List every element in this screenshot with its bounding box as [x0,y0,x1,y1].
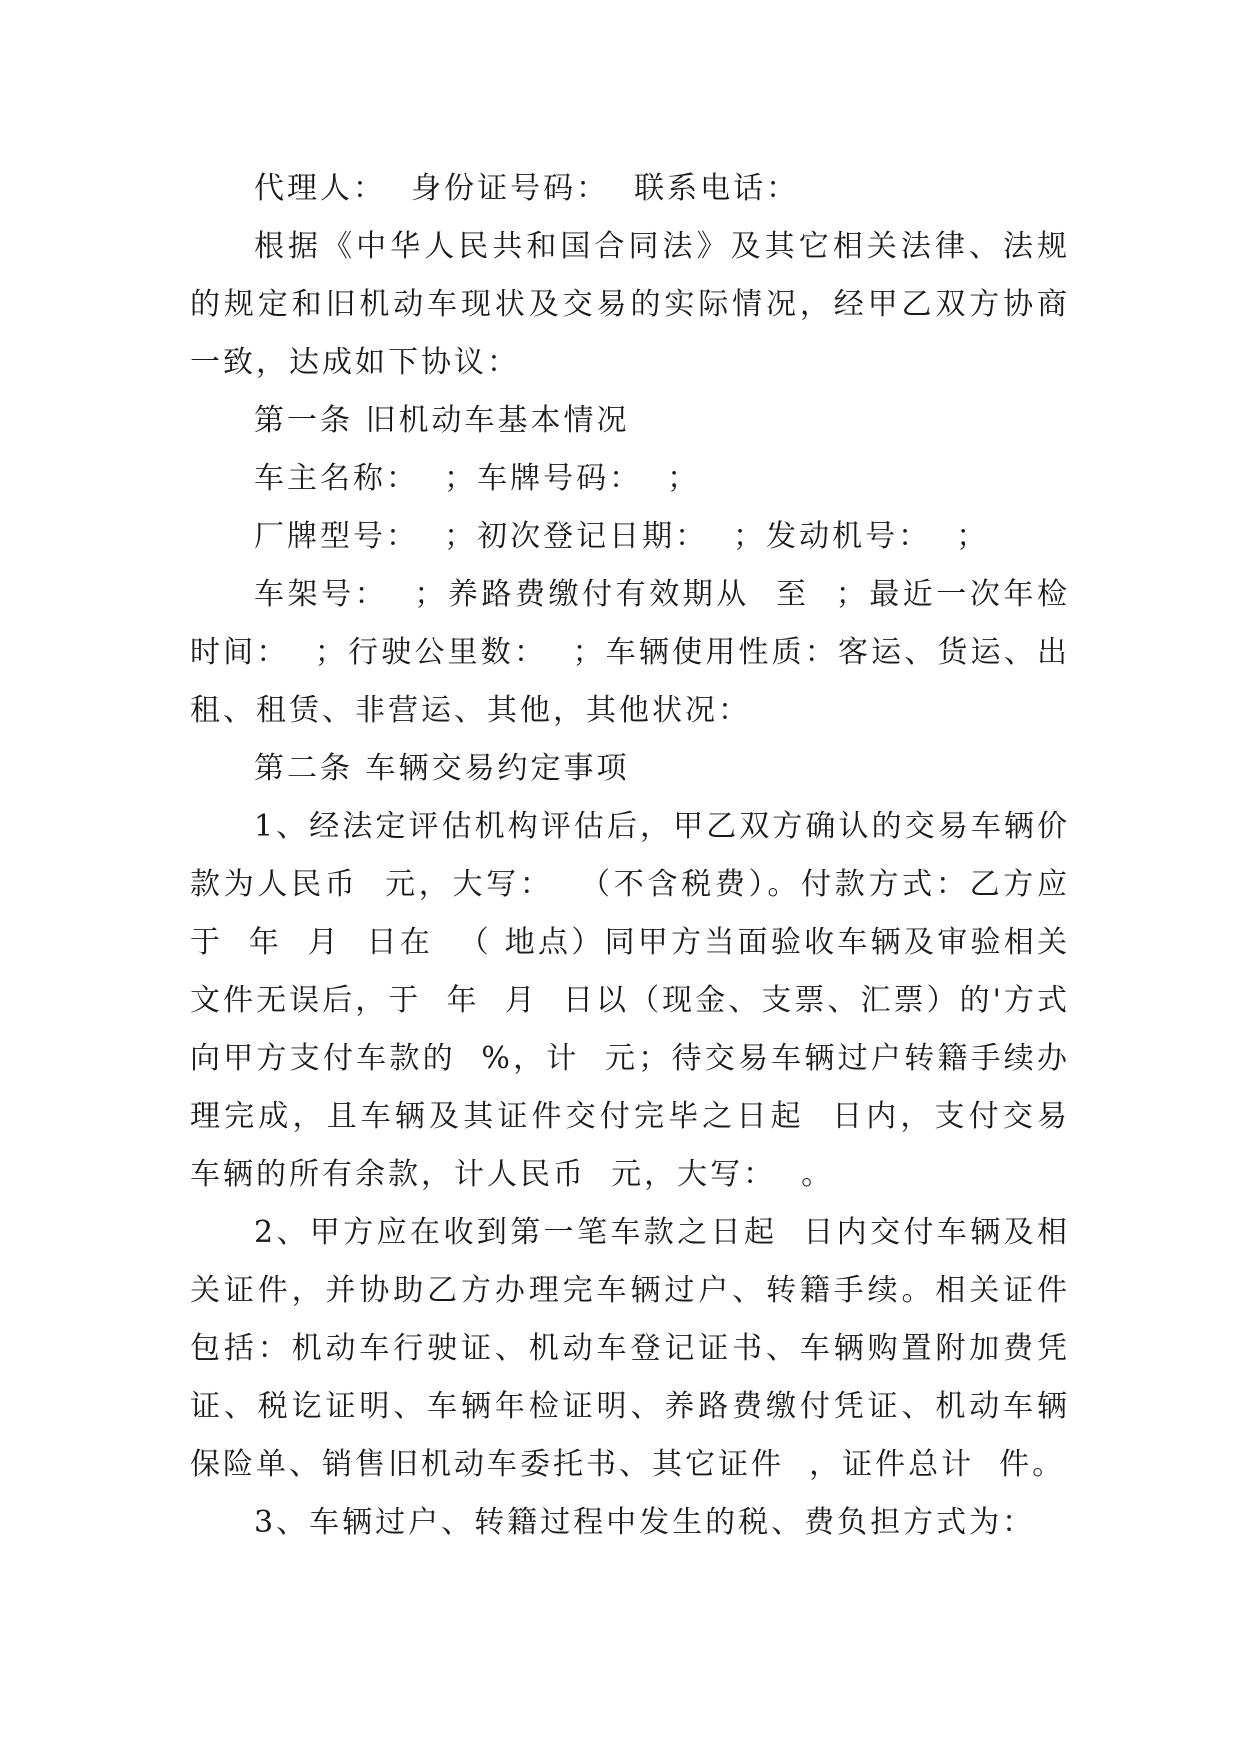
article-2-heading: 第二条 车辆交易约定事项 [254,751,630,786]
model-date-engine-line: 厂牌型号： ；初次登记日期： ；发动机号： ； [254,519,990,554]
clause-2-paragraph: 2、甲方应在收到第一笔车款之日起 日内交付车辆及相关证件，并协助乙方办理完车辆过户、转籍手续。相关证件包括：机动车行驶证、机动车登记证书、车辆购置附加费凭证、税讫证明、车辆年检证明、养路费缴付凭证、机动车辆保险单、销售旧机动车委托书、其它证件 ，证件总计 件。 [190,1215,1070,1482]
agent-line: 代理人： 身份证号码： 联系电话： [254,171,800,206]
preamble-paragraph: 根据《中华人民共和国合同法》及其它相关法律、法规的规定和旧机动车现状及交易的实际情况，经甲乙双方协商一致，达成如下协议： [190,229,1070,380]
owner-plate-line: 车主名称： ；车牌号码： ； [254,461,701,496]
document-body [190,160,1070,1552]
clause-3-paragraph: 3、车辆过户、转籍过程中发生的税、费负担方式为： [254,1505,1036,1540]
clause-1-paragraph: 1、经法定评估机构评估后，甲乙双方确认的交易车辆价款为人民币 元，大写： （不含税费）。付款方式：乙方应于 年 月 日在 （ 地点）同甲方当面验收车辆及审验相关文件无误后，于 年 月 日以（现金、支票、汇票）的'方式向甲方支付车款的 %，计 元；待交易车辆过户转籍手续办理完成，且车辆及其证件交付完毕之日起 日内，支付交易车辆的所有余款，计人民币 元，大写： 。 [190,809,1070,1192]
vehicle-details-paragraph: 车架号： ；养路费缴付有效期从 至 ；最近一次年检时间： ；行驶公里数： ；车辆使用性质：客运、货运、出租、租赁、非营运、其他，其他状况： [190,577,1070,728]
article-1-heading: 第一条 旧机动车基本情况 [254,403,630,438]
